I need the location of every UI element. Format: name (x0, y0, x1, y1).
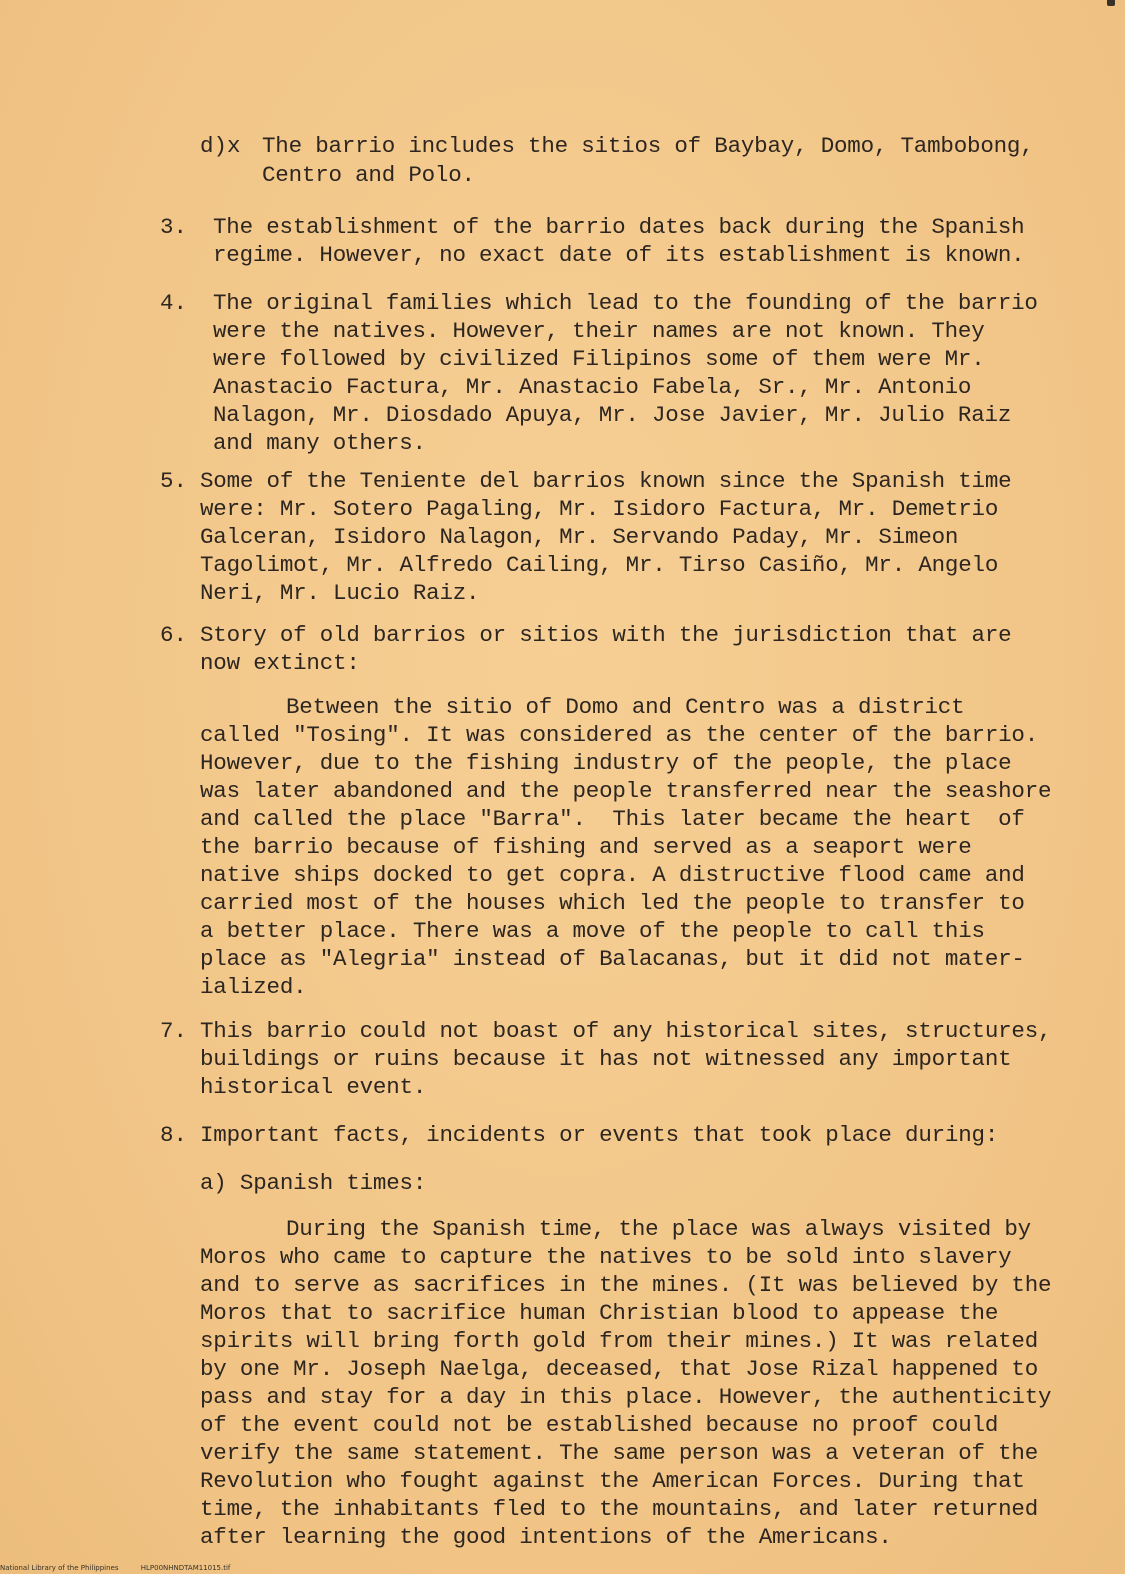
item-6-para-line-1: Between the sitio of Domo and Centro was a district (286, 694, 965, 720)
item-8-para-line-9: verify the same statement. The same person was a veteran of the (200, 1440, 1039, 1466)
item-8-number: 8. (160, 1122, 188, 1148)
item-d-label: d)x (200, 133, 241, 159)
item-8-para-line-12: after learning the good intentions of the Americans. (200, 1524, 892, 1550)
item-8-para-line-2: Moros who came to capture the natives to be sold into slavery (200, 1244, 1012, 1270)
item-5-line-3: Galceran, Isidoro Nalagon, Mr. Servando Paday, Mr. Simeon (200, 524, 959, 550)
item-5-line-4: Tagolimot, Mr. Alfredo Cailing, Mr. Tirso Casiño, Mr. Angelo (200, 552, 999, 578)
item-7-line-1: This barrio could not boast of any historical sites, structures, (200, 1018, 1052, 1044)
item-7-number: 7. (160, 1018, 188, 1044)
item-4-number: 4. (160, 290, 188, 316)
item-7-line-3: historical event. (200, 1074, 427, 1100)
scan-footer (0, 1564, 230, 1572)
item-8-para-line-1: During the Spanish time, the place was always visited by (286, 1216, 1031, 1242)
item-8-para-line-8: of the event could not be established because no proof could (200, 1412, 999, 1438)
item-6-para-line-7: native ships docked to get copra. A distructive flood came and (200, 862, 1025, 888)
item-5-line-2: were: Mr. Sotero Pagaling, Mr. Isidoro Factura, Mr. Demetrio (200, 496, 999, 522)
item-6-para-line-9: a better place. There was a move of the people to call this (200, 918, 985, 944)
item-6-number: 6. (160, 622, 188, 648)
item-d-line-2: Centro and Polo. (262, 162, 475, 188)
item-6-para-line-5: and called the place "Barra". This later became the heart of (200, 806, 1025, 832)
item-6-para-line-3: However, due to the fishing industry of the people, the place (200, 750, 1012, 776)
item-6-para-line-4: was later abandoned and the people transferred near the seashore (200, 778, 1052, 804)
item-8-para-line-11: time, the inhabitants fled to the mountains, and later returned (200, 1496, 1039, 1522)
item-6-para-line-6: the barrio because of fishing and served as a seaport were (200, 834, 972, 860)
item-4-line-4: Anastacio Factura, Mr. Anastacio Fabela, Sr., Mr. Antonio (213, 374, 972, 400)
item-4-line-1: The original families which lead to the founding of the barrio (213, 290, 1038, 316)
item-4-line-2: were the natives. However, their names are not known. They (213, 318, 985, 344)
item-5-number: 5. (160, 468, 188, 494)
item-6-line-1: Story of old barrios or sitios with the jurisdiction that are (200, 622, 1012, 648)
item-8-sub-a: a) Spanish times: (200, 1170, 427, 1196)
item-7-line-2: buildings or ruins because it has not witnessed any important (200, 1046, 1012, 1072)
item-4-line-3: were followed by civilized Filipinos some of them were Mr. (213, 346, 985, 372)
item-6-para-line-10: place as "Alegria" instead of Balacanas, but it did not mater- (200, 946, 1025, 972)
item-d-line-1: The barrio includes the sitios of Baybay, Domo, Tambobong, (262, 133, 1034, 159)
item-6-para-line-11: ialized. (200, 974, 307, 1000)
item-5-line-5: Neri, Mr. Lucio Raiz. (200, 580, 480, 606)
item-6-para-line-8: carried most of the houses which led the people to transfer to (200, 890, 1025, 916)
item-6-line-2: now extinct: (200, 650, 360, 676)
item-3-line-1: The establishment of the barrio dates back during the Spanish (213, 214, 1025, 240)
item-4-line-5: Nalagon, Mr. Diosdado Apuya, Mr. Jose Javier, Mr. Julio Raiz (213, 402, 1012, 428)
item-8-para-line-4: Moros that to sacrifice human Christian blood to appease the (200, 1300, 999, 1326)
item-8-para-line-5: spirits will bring forth gold from their mines.) It was related (200, 1328, 1039, 1354)
item-8-para-line-6: by one Mr. Joseph Naelga, deceased, that Jose Rizal happened to (200, 1356, 1039, 1382)
item-8-para-line-10: Revolution who fought against the American Forces. During that (200, 1468, 1025, 1494)
item-5-line-1: Some of the Teniente del barrios known since the Spanish time (200, 468, 1012, 494)
footer-right: HLP00NHNDTAM11015.tif (140, 1564, 231, 1572)
item-3-line-2: regime. However, no exact date of its establishment is known. (213, 242, 1025, 268)
item-8-para-line-3: and to serve as sacrifices in the mines. (It was believed by the (200, 1272, 1052, 1298)
corner-mark (1107, 0, 1115, 6)
item-6-para-line-2: called "Tosing". It was considered as the center of the barrio. (200, 722, 1039, 748)
item-8-line-1: Important facts, incidents or events that took place during: (200, 1122, 999, 1148)
footer-left: National Library of the Philippines (0, 1564, 119, 1572)
item-3-number: 3. (160, 214, 188, 240)
item-8-para-line-7: pass and stay for a day in this place. However, the authenticity (200, 1384, 1052, 1410)
item-4-line-6: and many others. (213, 430, 426, 456)
